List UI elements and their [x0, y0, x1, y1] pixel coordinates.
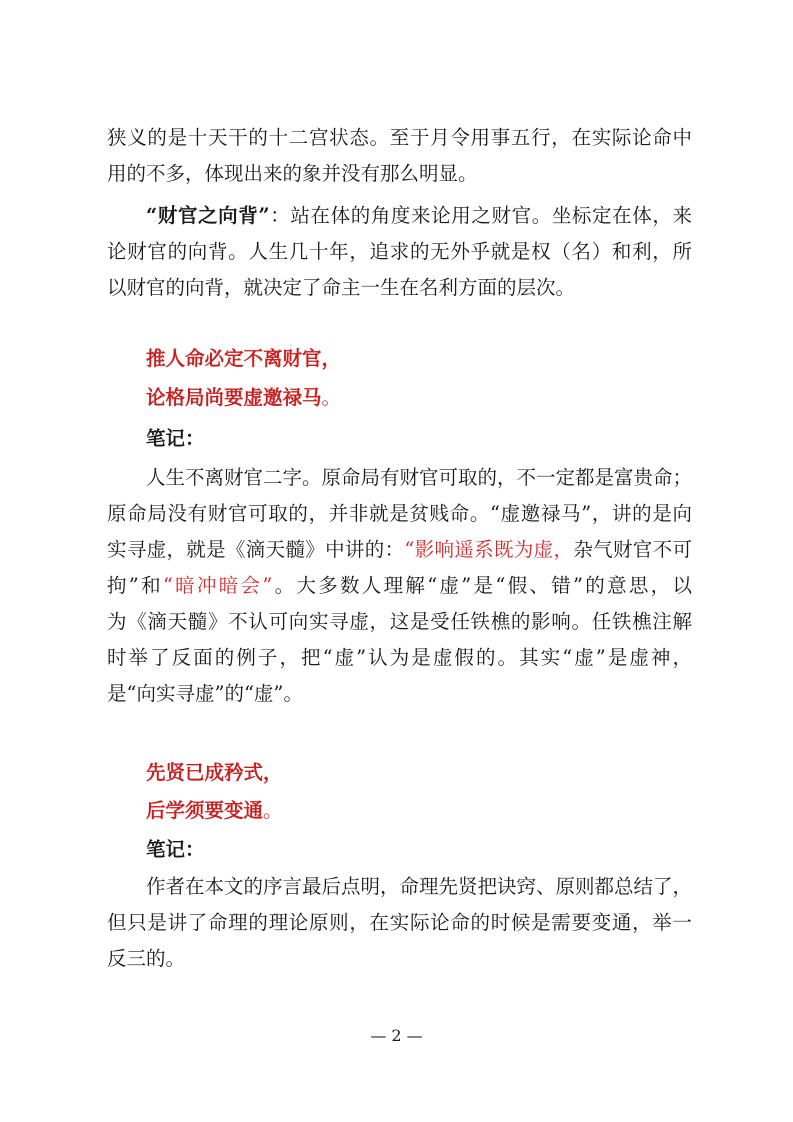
body-text-line: 时举了反面的例子，把“虚”认为是虚假的。其实“虚”是虚神， — [107, 646, 692, 669]
term-highlight: “财官之向背” — [146, 204, 270, 227]
body-text: 实寻虚，就是《滴天髓》中讲的： — [107, 538, 405, 561]
notes-label: 笔记： — [146, 838, 205, 861]
verse-text: 论格局尚要虚邀禄马 — [146, 386, 322, 409]
body-text: 杂气财官不可 — [573, 538, 692, 561]
verse-heading — [146, 385, 692, 411]
body-text-line: 人生不离财官二字。原命局有财官可取的，不一定都是富贵命； — [146, 466, 693, 489]
body-text-line: 论财官的向背。人生几十年，追求的无外乎就是权（名）和利，所 — [107, 240, 692, 263]
body-text-line — [107, 573, 692, 599]
quote-red: “影响遥系既为虚， — [404, 538, 574, 561]
verse-heading: 推人命必定不离财官， — [146, 347, 342, 370]
body-text-line: 为《滴天髓》不认可向实寻虚，这是受任铁樵的影响。任铁樵注解 — [107, 610, 692, 633]
body-text: 拘”和 — [107, 574, 163, 597]
body-text-line: 狭义的是十天干的十二宫状态。至于月令用事五行，在实际论命中 — [107, 126, 692, 149]
quote-red: “暗冲暗会” — [162, 574, 273, 597]
verse-heading: 先贤已成矜式， — [146, 761, 283, 784]
body-text-line — [146, 203, 692, 229]
body-text-line — [107, 537, 692, 563]
verse-text: 后学须要变通 — [146, 799, 264, 822]
body-text-line: 用的不多，体现出来的象并没有那么明显。 — [107, 162, 478, 185]
body-text-line: 作者在本文的序言最后点明，命理先贤把诀窍、原则都总结了， — [146, 875, 693, 898]
body-text: 。大多数人理解“虚”是“假、错”的意思，以 — [272, 574, 692, 597]
body-text-line: 以财官的向背，就决定了命主一生在名利方面的层次。 — [107, 276, 576, 299]
verse-heading — [146, 798, 692, 824]
verse-punct: 。 — [321, 386, 342, 409]
body-text: ：站在体的角度来论用之财官。坐标定在体，来 — [269, 204, 692, 227]
body-text-line: 是“向实寻虚”的“虚”。 — [107, 682, 303, 705]
verse-punct: 。 — [263, 799, 283, 822]
body-text-line: 反三的。 — [107, 947, 186, 970]
body-text-line: 但只是讲了命理的理论原则，在实际论命的时候是需要变通，举一 — [107, 911, 692, 934]
page-number: — 2 — — [370, 1026, 423, 1045]
body-text-line: 原命局没有财官可取的，并非就是贫贱命。“虚邀禄马”，讲的是向 — [107, 502, 692, 525]
notes-label: 笔记： — [146, 427, 205, 450]
